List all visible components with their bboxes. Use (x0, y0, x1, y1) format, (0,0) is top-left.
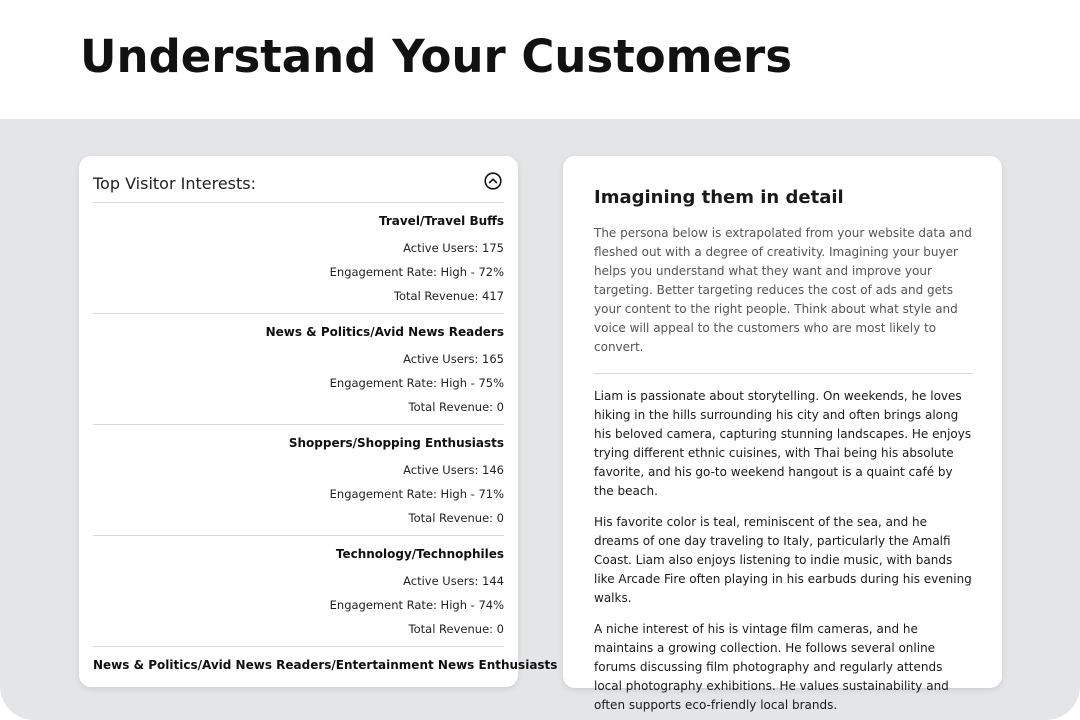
active-users: Active Users: 146 (403, 463, 504, 477)
interest-name: Shoppers/Shopping Enthusiasts (288, 436, 504, 450)
persona-content (594, 186, 973, 715)
persona-paragraph: His favorite color is teal, reminiscent of the sea, and he dreams of one day traveling to Italy, particularly the Amalfi Coast. Liam also enjoys listening to indie music, with bands like Arcade Fire often playing in his earbuds during his evening walks. (594, 515, 972, 605)
chevron-up-circle-icon[interactable] (484, 172, 502, 190)
engagement-rate: Engagement Rate: High - 71% (329, 487, 504, 501)
active-users: Active Users: 175 (403, 241, 504, 255)
engagement-rate: Engagement Rate: High - 75% (329, 376, 504, 390)
interest-name: Travel/Travel Buffs (378, 214, 504, 228)
engagement-rate: Engagement Rate: High - 72% (329, 265, 504, 279)
list-item (93, 425, 504, 536)
engagement-rate: Engagement Rate: High - 74% (329, 598, 504, 612)
list-item (93, 647, 558, 685)
interest-name: News & Politics/Avid News Readers (265, 325, 504, 339)
interests-card-header (93, 172, 504, 203)
interest-name: Technology/Technophiles (335, 547, 504, 561)
list-item (93, 203, 504, 314)
total-revenue: Total Revenue: 0 (408, 511, 504, 525)
list-item (93, 314, 504, 425)
total-revenue: Total Revenue: 0 (408, 400, 504, 414)
active-users: Active Users: 144 (403, 574, 504, 588)
active-users: Active Users: 165 (403, 352, 504, 366)
page-title: Understand Your Customers (80, 30, 793, 83)
persona-paragraph: Liam is passionate about storytelling. On weekends, he loves hiking in the hills surrounding his city and often brings along his beloved camera, capturing stunning landscapes. He enjoys trying different ethnic cuisines, with Thai being his absolute favorite, and his go-to weekend hangout is a quaint café by the beach. (594, 389, 972, 498)
page-header (0, 0, 1080, 119)
persona-card (563, 156, 1002, 712)
total-revenue: Total Revenue: 417 (393, 289, 504, 303)
persona-paragraph: A niche interest of his is vintage film cameras, and he maintains a growing collection. He follows several online forums discussing film photography and regularly attends local photography exhibitions. He values sustainability and often supports eco-friendly local brands. (594, 622, 949, 712)
interests-card-title: Top Visitor Interests: (93, 174, 257, 193)
list-item (93, 536, 504, 647)
interest-name: News & Politics/Avid News Readers/Entertainment News Enthusiasts (93, 658, 558, 672)
persona-title: Imagining them in detail (594, 187, 844, 208)
persona-intro: The persona below is extrapolated from your website data and fleshed out with a degree of creativity. Imagining your buyer helps you understand what they want and improve your targeting. Better targeting reduces the cost of ads and gets your content to the right people. Think about what style and voice will appeal to the customers who are most likely to convert. (594, 224, 973, 374)
interests-list[interactable] (93, 203, 558, 685)
interests-card (79, 156, 558, 687)
total-revenue: Total Revenue: 0 (408, 622, 504, 636)
